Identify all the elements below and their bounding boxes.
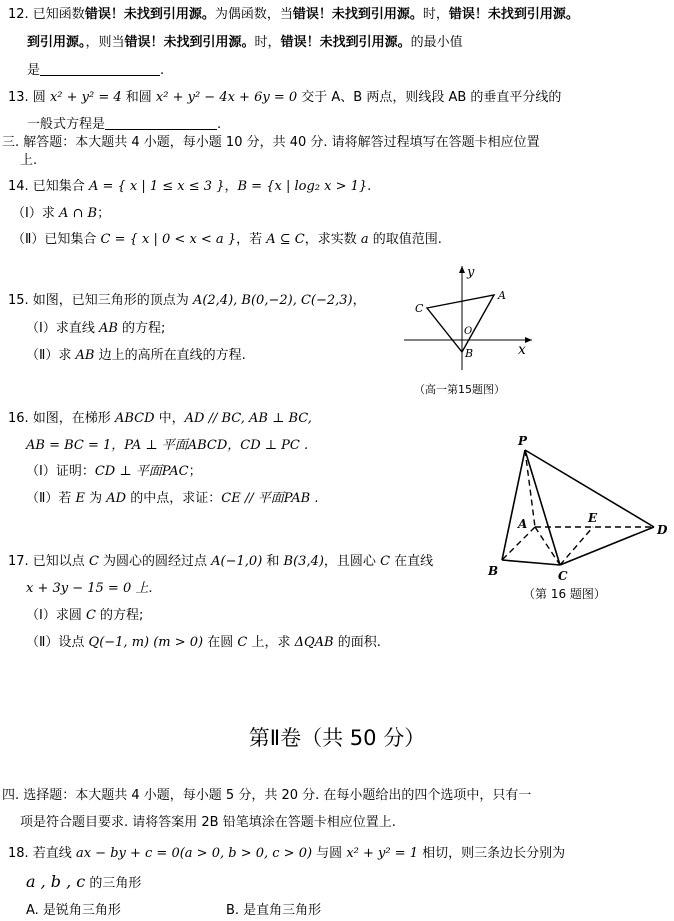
- q17-part1: [26, 607, 143, 625]
- q15-part1: [26, 320, 165, 338]
- q12-text: 时，: [254, 35, 281, 50]
- q17-line1: [8, 553, 433, 571]
- edge-cd: [560, 527, 654, 565]
- math-expr: AB: [75, 348, 95, 363]
- label-d: D: [657, 523, 668, 537]
- x-arrow-icon: [525, 337, 532, 343]
- q12-text: .: [160, 63, 165, 78]
- q16-text: （Ⅱ）若: [26, 491, 76, 506]
- q14-text: ，求实数: [304, 232, 361, 247]
- q18-text: 的三角形: [85, 876, 142, 891]
- q16-text: 为: [85, 491, 107, 506]
- figure-16-caption: （第 16 题图）: [523, 587, 606, 601]
- part2-title: 第Ⅱ卷（共 50 分）: [248, 726, 426, 750]
- math-expr: E: [75, 491, 86, 506]
- q16-text: 中，: [154, 411, 185, 426]
- circle-eq: x² + y² = 1: [346, 846, 418, 861]
- q14-text: 的取值范围.: [368, 232, 442, 247]
- q16-text: ；: [188, 464, 202, 479]
- q13-line2: [27, 116, 221, 134]
- figure-15: [398, 262, 538, 374]
- q14-part2: [12, 231, 442, 249]
- math-expr: a: [360, 232, 369, 247]
- math-expr: A ⊆ C: [266, 232, 305, 247]
- q18-text: 与圆: [312, 846, 347, 861]
- section4-line2: 项是符合题目要求. 请将答案用 2B 铅笔填涂在答题卡相应位置上.: [20, 815, 396, 830]
- math-expr: ABCD: [114, 411, 155, 426]
- q12-text: 为偶函数，当: [214, 7, 293, 22]
- error-ref-text: 错误！未找到引用源。: [124, 35, 255, 50]
- vertices: A(2,4), B(0,−2), C(−2,3): [192, 293, 353, 308]
- q18-line2: [26, 873, 141, 893]
- set-a: A = { x | 1 ≤ x ≤ 3 }: [88, 179, 225, 194]
- error-ref-text: 到引用源。: [27, 35, 86, 50]
- circle-eq-1: x² + y² = 4: [49, 90, 122, 105]
- q17-text: （Ⅰ）求圆: [26, 608, 86, 623]
- math-expr: AB: [98, 321, 118, 336]
- q17-text: 的方程;: [95, 608, 144, 623]
- q17-text: 上，求: [247, 635, 295, 650]
- q13-text: 一般式方程是: [27, 117, 106, 132]
- q14-text: （Ⅰ）求: [12, 206, 59, 221]
- q13-text: .: [217, 117, 222, 132]
- label-b: B: [465, 347, 474, 360]
- q18-line1: [8, 845, 565, 863]
- set-c: C = { x | 0 < x < a }: [100, 232, 237, 247]
- error-ref-text: 错误！未找到引用源。: [84, 7, 215, 22]
- q15-line1: [8, 292, 366, 310]
- q16-line2: AB = BC = 1，PA ⊥ 平面ABCD，CD ⊥ PC .: [26, 438, 309, 453]
- q12-line2: [27, 34, 463, 52]
- q13-text: 和圆: [121, 90, 156, 105]
- math-expr: ΔQAB: [294, 635, 334, 650]
- edge-ce-dashed: [560, 527, 593, 565]
- label-e: E: [588, 511, 598, 525]
- point-b: B(3,4): [283, 554, 324, 569]
- q14-part1: [12, 205, 110, 223]
- q15-text: 边上的高所在直线的方程.: [94, 348, 246, 363]
- math-expr: CE // 平面PAB: [221, 491, 311, 506]
- math-expr: a , b , c: [26, 872, 86, 891]
- q15-text: 15. 如图，已知三角形的顶点为: [8, 293, 193, 308]
- math-expr: C: [85, 608, 96, 623]
- q12-line3: [27, 62, 164, 80]
- triangle-abc: [427, 295, 494, 352]
- q17-text: 的面积.: [333, 635, 381, 650]
- q16-text: （Ⅰ）证明：: [26, 464, 95, 479]
- q13-line1: [8, 89, 561, 107]
- q17-part2: [26, 634, 381, 652]
- math-expr: CD ⊥ 平面PAC: [94, 464, 189, 479]
- q16-part1: [26, 463, 202, 481]
- q15-text: ，: [352, 293, 366, 308]
- option-b: B. 是直角三角形: [226, 903, 322, 918]
- q16-text: 16. 如图，在梯形: [8, 411, 115, 426]
- math-expr: C: [88, 554, 99, 569]
- error-ref-text: 错误！未找到引用源。: [448, 7, 579, 22]
- q13-text: 交于 A、B 两点，则线段 AB 的垂直平分线的: [297, 90, 562, 105]
- circle-eq-2: x² + y² − 4x + 6y = 0: [155, 90, 298, 105]
- label-y: y: [467, 265, 475, 280]
- q12-text: 是: [27, 63, 41, 78]
- q16-text: .: [310, 491, 319, 506]
- q14-text: （Ⅱ）已知集合: [12, 232, 101, 247]
- figure-15-caption: （高一第15题图）: [414, 383, 505, 396]
- q18-text: 18. 若直线: [8, 846, 76, 861]
- figure-16: [480, 430, 674, 580]
- edge-pb: [502, 450, 528, 560]
- answer-blank: [40, 63, 160, 76]
- line-eq: ax − by + c = 0(a > 0, b > 0, c > 0): [75, 846, 313, 861]
- q12-text: 时，: [422, 7, 449, 22]
- y-arrow-icon: [459, 266, 465, 273]
- q14-line1: [8, 178, 371, 196]
- q17-text: 和: [262, 554, 284, 569]
- label-p: P: [518, 434, 528, 448]
- option-a: A. 是锐角三角形: [26, 903, 121, 918]
- set-b: B = {x | log₂ x > 1}: [237, 179, 368, 194]
- q12-line1: [8, 6, 579, 24]
- edge-ac-dashed: [535, 527, 560, 565]
- q16-part2: [26, 490, 318, 508]
- error-ref-text: 错误！未找到引用源。: [292, 7, 423, 22]
- label-x: x: [518, 342, 526, 358]
- q18-text: 相切，则三条边长分别为: [418, 846, 566, 861]
- math-expr: C: [237, 635, 248, 650]
- point-q: Q(−1, m) (m > 0): [88, 635, 204, 650]
- q15-text: 的方程;: [117, 321, 166, 336]
- math-expr: C: [380, 554, 391, 569]
- q17-text: （Ⅱ）设点: [26, 635, 89, 650]
- q14-text: ；: [97, 206, 111, 221]
- label-b: B: [488, 564, 499, 578]
- section3-line1: 三. 解答题：本大题共 4 小题，每小题 10 分，共 40 分. 请将解答过程填写在答题卡相应位置: [2, 135, 540, 150]
- q13-text: 13. 圆: [8, 90, 50, 105]
- q17-text: 17. 已知以点: [8, 554, 89, 569]
- q17-text: ，且圆心: [323, 554, 381, 569]
- q15-text: （Ⅰ）求直线: [26, 321, 99, 336]
- q12-text: ，则当: [85, 35, 125, 50]
- math-expr: A ∩ B: [58, 206, 98, 221]
- edge-pa-dashed: [525, 450, 535, 527]
- q17-text: 在直线: [390, 554, 434, 569]
- q17-text: 为圆心的圆经过点: [98, 554, 212, 569]
- q14-text: ，: [224, 179, 238, 194]
- edge-bc: [502, 560, 560, 565]
- section3-line2: 上.: [20, 153, 38, 168]
- math-expr: AD: [106, 491, 127, 506]
- error-ref-text: 错误！未找到引用源。: [280, 35, 411, 50]
- q12-text: 12. 已知函数: [8, 7, 85, 22]
- q17-text: 在圆: [203, 635, 238, 650]
- q17-line2: x + 3y − 15 = 0 上.: [26, 581, 153, 596]
- label-a: A: [498, 289, 506, 302]
- label-o: O: [464, 326, 473, 337]
- q12-text: 的最小值: [410, 35, 463, 50]
- label-c: C: [558, 569, 568, 580]
- label-a: A: [518, 517, 528, 531]
- edge-ab-dashed: [502, 527, 535, 560]
- q14-text: 14. 已知集合: [8, 179, 89, 194]
- q14-text: .: [367, 179, 372, 194]
- section4-line1: 四. 选择题：本大题共 4 小题，每小题 5 分，共 20 分. 在每小题给出的四个选项中，只有一: [2, 788, 532, 803]
- q16-text: 的中点，求证：: [126, 491, 222, 506]
- math-expr: AD // BC, AB ⊥ BC,: [184, 411, 312, 426]
- q15-text: （Ⅱ）求: [26, 348, 76, 363]
- answer-blank: [105, 117, 217, 130]
- point-a: A(−1,0): [211, 554, 263, 569]
- q15-part2: [26, 347, 246, 365]
- q14-text: ，若: [236, 232, 267, 247]
- q16-line1: [8, 410, 312, 428]
- label-c: C: [415, 302, 424, 315]
